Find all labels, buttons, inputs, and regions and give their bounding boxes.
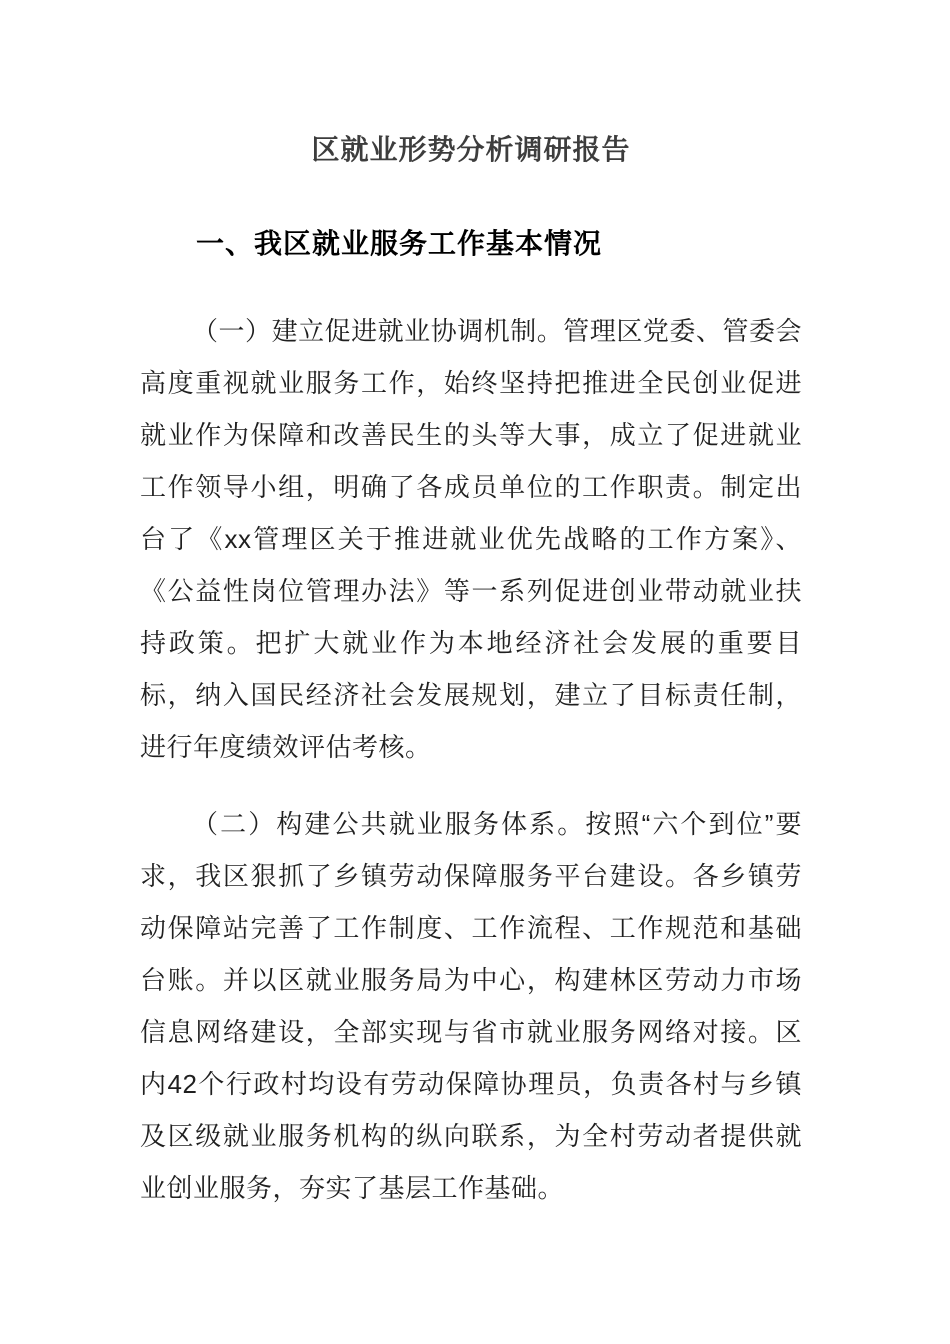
paragraph-1: （一）建立促进就业协调机制。管理区党委、管委会高度重视就业服务工作，始终坚持把推进全民创业促进就业作为保障和改善民生的头等大事，成立了促进就业工作领导小组，明确了各成员单位的工作职责。制定出台了《xx管理区关于推进就业优先战略的工作方案》、《公益性岗位管理办法》等一系列促进创业带动就业扶持政策。把扩大就业作为本地经济社会发展的重要目标，纳入国民经济社会发展规划，建立了目标责任制，进行年度绩效评估考核。	[140, 316, 802, 762]
section-heading: 一、我区就业服务工作基本情况	[196, 228, 603, 259]
document-title: 区就业形势分析调研报告	[311, 134, 631, 165]
paragraph-2: （二）构建公共就业服务体系。按照“六个到位”要求，我区狠抓了乡镇劳动保障服务平台建设。各乡镇劳动保障站完善了工作制度、工作流程、工作规范和基础台账。并以区就业服务局为中心，构建林区劳动力市场信息网络建设，全部实现与省市就业服务网络对接。区内42个行政村均设有劳动保障协理员，负责各村与乡镇及区级就业服务机构的纵向联系，为全村劳动者提供就业创业服务，夯实了基层工作基础。	[140, 809, 802, 1203]
